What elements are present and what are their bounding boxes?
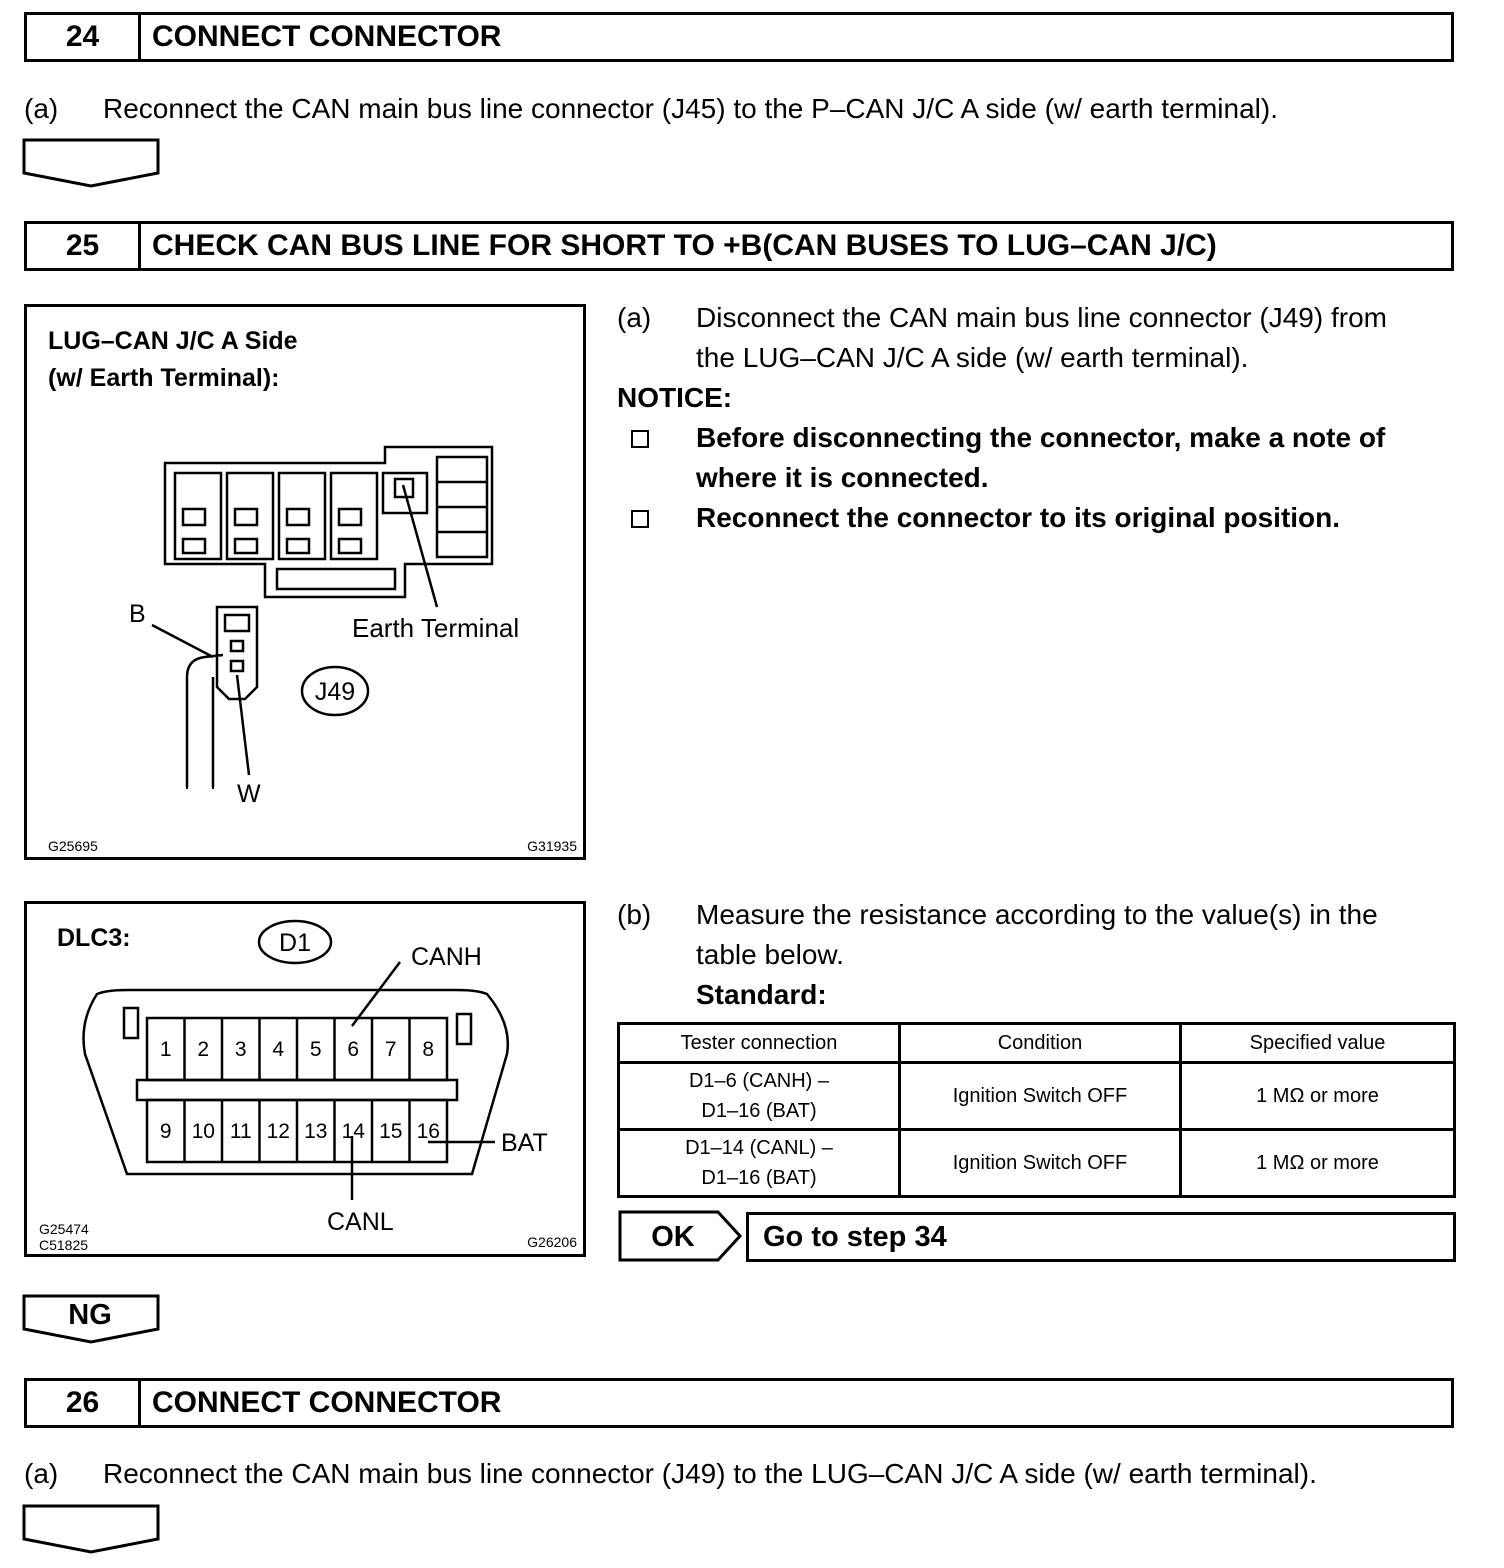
standard-label: Standard: xyxy=(696,979,827,1010)
pin-8: 8 xyxy=(422,1038,435,1061)
pin-12: 12 xyxy=(266,1120,290,1143)
pin-1: 1 xyxy=(159,1038,172,1061)
item-a-line1: Disconnect the CAN main bus line connector (J49) from xyxy=(696,302,1387,333)
figure-code-right: G26206 xyxy=(527,1234,577,1250)
figure-code-left: G25695 xyxy=(48,838,98,854)
table-cell xyxy=(619,1063,900,1130)
pin-6: 6 xyxy=(347,1038,360,1061)
pin-3: 3 xyxy=(234,1038,247,1061)
canh-label: CANH xyxy=(411,943,482,971)
wire-label-b: B xyxy=(129,600,146,628)
item-marker: (a) xyxy=(24,93,59,124)
pin-7: 7 xyxy=(384,1038,397,1061)
go-to-step-34-box[interactable]: Go to step 34 xyxy=(746,1212,1456,1262)
wire-label-w: W xyxy=(237,780,261,808)
table-cell: Ignition Switch OFF xyxy=(900,1130,1181,1197)
table-cell: Ignition Switch OFF xyxy=(900,1063,1181,1130)
bat-label: BAT xyxy=(501,1129,548,1157)
pin-2: 2 xyxy=(197,1038,210,1061)
earth-terminal-label: Earth Terminal xyxy=(352,613,520,643)
table-cell: 1 MΩ or more xyxy=(1181,1130,1455,1197)
resistance-spec-table xyxy=(617,1022,1456,1198)
ok-label: OK xyxy=(651,1220,695,1253)
next-step-arrow xyxy=(22,1504,162,1556)
connector-id-d1: D1 xyxy=(279,929,311,957)
tester-connection-line2: D1–16 (BAT) xyxy=(701,1100,817,1122)
pin-10: 10 xyxy=(191,1120,215,1143)
step-title: CHECK CAN BUS LINE FOR SHORT TO +B(CAN BUSES TO LUG–CAN J/C) xyxy=(152,229,1217,262)
notice-item-2: Reconnect the connector to its original position. xyxy=(696,502,1341,533)
tester-connection-line2: D1–16 (BAT) xyxy=(701,1167,817,1189)
step-24-header xyxy=(24,12,1454,62)
pin-15: 15 xyxy=(379,1120,403,1143)
canl-label: CANL xyxy=(327,1208,394,1236)
junction-connector-diagram xyxy=(27,307,583,857)
notice-item-1: Before disconnecting the connector, make a note of xyxy=(696,422,1386,453)
item-text: Reconnect the CAN main bus line connector (J49) to the LUG–CAN J/C A side (w/ earth terminal). xyxy=(103,1458,1317,1489)
table-header-cell: Condition xyxy=(900,1024,1181,1063)
notice-label: NOTICE: xyxy=(617,382,733,413)
pin-14: 14 xyxy=(341,1120,365,1143)
table-header-cell: Tester connection xyxy=(619,1024,900,1063)
ng-label: NG xyxy=(68,1298,112,1331)
figure-code-right: G31935 xyxy=(527,838,577,854)
figure-subtitle: (w/ Earth Terminal): xyxy=(48,364,280,392)
pin-11: 11 xyxy=(229,1120,252,1143)
notice-item-1-cont: where it is connected. xyxy=(696,462,989,493)
figure-code-left-1: G25474 xyxy=(39,1221,89,1237)
table-cell: 1 MΩ or more xyxy=(1181,1063,1455,1130)
dlc3-connector-diagram xyxy=(27,904,583,1254)
item-b-line1: Measure the resistance according to the value(s) in the xyxy=(696,899,1378,930)
item-a-marker: (a) xyxy=(617,302,652,333)
dlc3-figure xyxy=(24,901,586,1257)
pin-16: 16 xyxy=(416,1120,440,1143)
table-row xyxy=(619,1063,1455,1130)
step-title: CONNECT CONNECTOR xyxy=(152,1386,502,1419)
figure-title: DLC3: xyxy=(57,924,131,952)
item-b-marker: (b) xyxy=(617,899,652,930)
table-header-row xyxy=(619,1024,1455,1063)
tester-connection-line1: D1–14 (CANL) – xyxy=(685,1137,833,1159)
step-number: 26 xyxy=(27,1381,141,1425)
item-marker: (a) xyxy=(24,1458,59,1489)
table-row xyxy=(619,1130,1455,1197)
item-a-line2: the LUG–CAN J/C A side (w/ earth terminal). xyxy=(696,342,1249,373)
figure-code-left-2: C51825 xyxy=(39,1237,89,1253)
step-26-header xyxy=(24,1378,1454,1428)
pin-4: 4 xyxy=(272,1038,285,1061)
step-25-header xyxy=(24,221,1454,271)
connector-id-j49: J49 xyxy=(314,678,356,706)
figure-title: LUG–CAN J/C A Side xyxy=(48,327,298,355)
step-number: 24 xyxy=(27,15,141,59)
lug-can-jc-figure xyxy=(24,304,586,860)
next-step-arrow xyxy=(22,138,162,190)
checkbox-icon xyxy=(631,430,649,448)
item-text: Reconnect the CAN main bus line connector (J45) to the P–CAN J/C A side (w/ earth terminal). xyxy=(103,93,1278,124)
tester-connection-line1: D1–6 (CANH) – xyxy=(688,1070,830,1092)
table-cell xyxy=(619,1130,900,1197)
step-number: 25 xyxy=(27,224,141,268)
pin-13: 13 xyxy=(304,1120,328,1143)
item-b-line2: table below. xyxy=(696,939,844,970)
step-title: CONNECT CONNECTOR xyxy=(152,20,502,53)
pin-5: 5 xyxy=(309,1038,322,1061)
table-header-cell: Specified value xyxy=(1181,1024,1455,1063)
pin-9: 9 xyxy=(159,1120,172,1143)
checkbox-icon xyxy=(631,510,649,528)
